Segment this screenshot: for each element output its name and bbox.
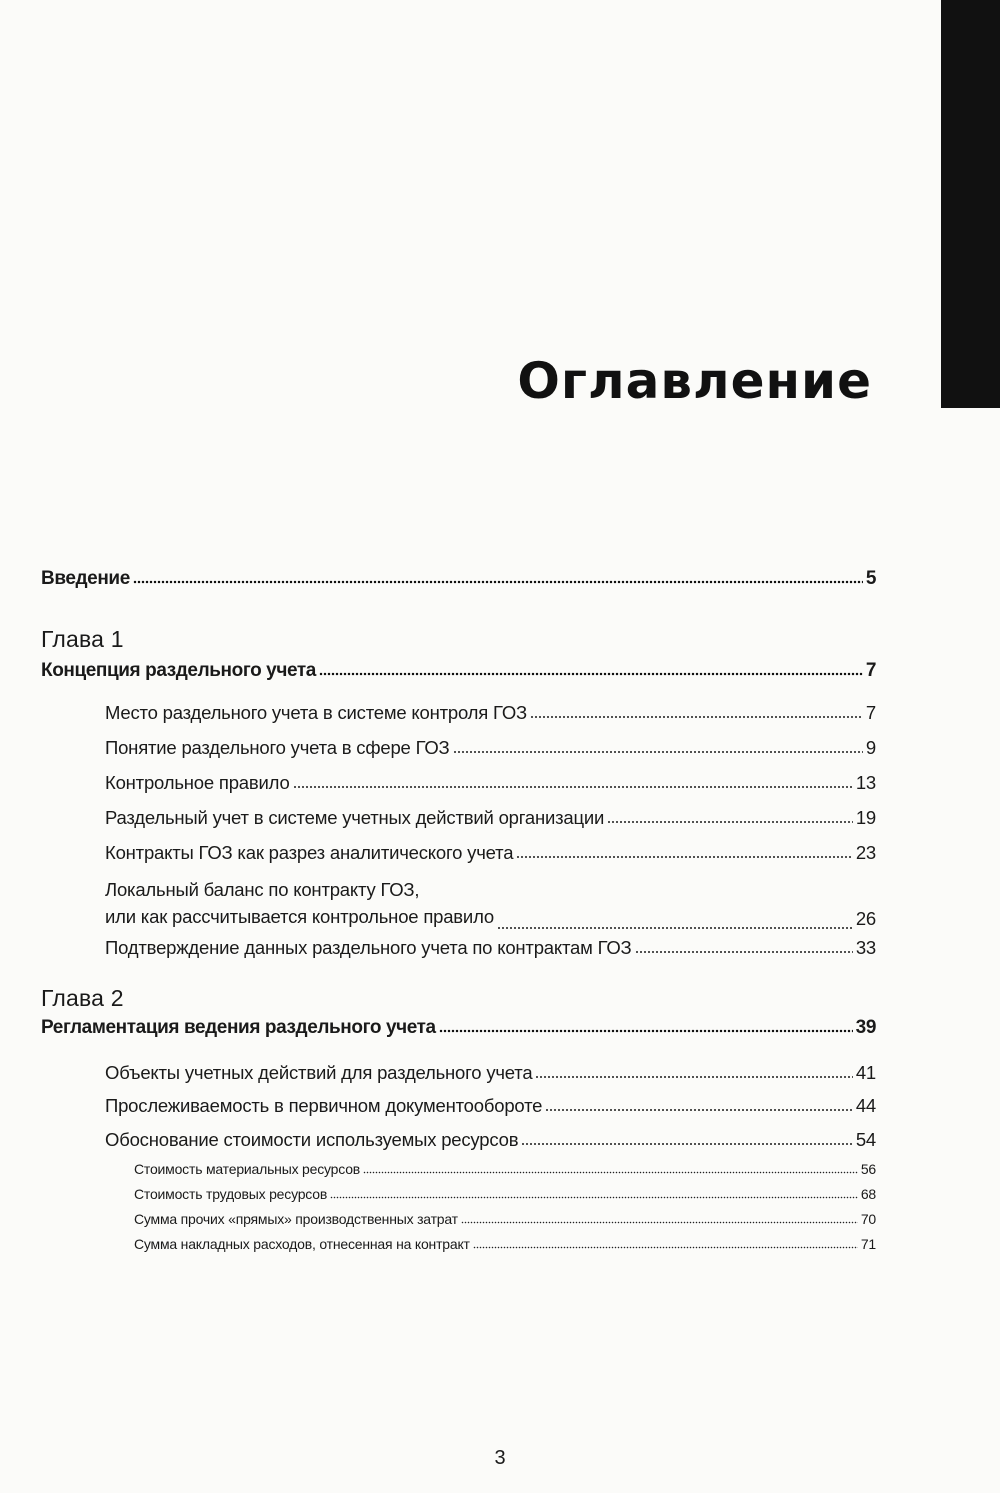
toc-entry-label: Подтверждение данных раздельного учета по контрактам ГОЗ: [105, 937, 632, 958]
dot-leader: [133, 570, 863, 584]
toc-entry-label: Понятие раздельного учета в сфере ГОЗ: [105, 737, 450, 758]
toc-entry-page: 56: [860, 1161, 876, 1177]
toc-entry-page: 71: [860, 1236, 876, 1252]
toc-entry-label: Сумма накладных расходов, отнесенная на контракт: [134, 1236, 470, 1252]
dot-leader: [319, 662, 863, 676]
toc-entry-chapter[interactable]: [41, 660, 876, 682]
page-number: 3: [494, 1447, 506, 1469]
toc-entry-page: 13: [855, 772, 876, 793]
toc-entry-page: 33: [855, 937, 876, 958]
toc-entry-label: Обоснование стоимости используемых ресурсов: [105, 1129, 519, 1150]
toc-entry-page: 26: [855, 908, 876, 929]
toc-entry-label: [105, 876, 494, 930]
dot-leader: [330, 1189, 858, 1200]
toc-entry-section[interactable]: [105, 842, 876, 864]
toc-entry-section[interactable]: [105, 702, 876, 724]
toc-entry-page: 54: [855, 1129, 876, 1150]
dot-leader: [461, 1214, 858, 1225]
toc-entry-section[interactable]: [105, 1129, 876, 1151]
toc-entry-label: Контрольное правило: [105, 772, 290, 793]
toc-entry-label: Концепция раздельного учета: [41, 660, 316, 681]
toc-entry-label: Объекты учетных действий для раздельного учета: [105, 1062, 533, 1083]
toc-entry-page: 70: [860, 1211, 876, 1227]
dot-leader: [635, 940, 853, 954]
dot-leader: [535, 1065, 852, 1079]
dot-leader: [607, 810, 853, 824]
toc-entry-section[interactable]: [105, 937, 876, 959]
toc-entry-label: Контракты ГОЗ как разрез аналитического учета: [105, 842, 514, 863]
toc-entry-label: Введение: [41, 568, 130, 589]
toc-entry-page: 19: [855, 807, 876, 828]
toc-entry-label: Место раздельного учета в системе контроля ГОЗ: [105, 702, 527, 723]
toc-entry-intro[interactable]: [41, 568, 876, 590]
toc-entry-subsection[interactable]: [134, 1186, 876, 1202]
dot-leader: [545, 1098, 853, 1112]
toc-entry-label: Прослеживаемость в первичном документообороте: [105, 1095, 543, 1116]
toc-entry-page: 68: [860, 1186, 876, 1202]
dot-leader: [521, 1132, 852, 1146]
dot-leader: [293, 775, 853, 789]
chapter-thumb-tab: [941, 0, 1000, 408]
toc-entry-label: Регламентация ведения раздельного учета: [41, 1017, 436, 1038]
dot-leader: [363, 1164, 858, 1175]
toc-entry-page: 7: [865, 660, 876, 681]
toc-entry-label: Стоимость материальных ресурсов: [134, 1161, 361, 1177]
toc-entry-section[interactable]: [105, 1062, 876, 1084]
page-title: Оглавление: [517, 352, 872, 410]
toc-entry-subsection[interactable]: [134, 1211, 876, 1227]
toc-entry-label-line1: Локальный баланс по контракту ГОЗ,: [105, 879, 420, 900]
toc-entry-label: Стоимость трудовых ресурсов: [134, 1186, 328, 1202]
chapter-label: Глава 2: [41, 985, 124, 1011]
toc-entry-section[interactable]: [105, 876, 876, 930]
dot-leader: [453, 740, 863, 754]
toc-entry-section[interactable]: [105, 737, 876, 759]
toc-entry-page: 44: [855, 1095, 876, 1116]
toc-entry-page: 5: [865, 568, 876, 589]
toc-entry-section[interactable]: [105, 807, 876, 829]
toc-entry-page: 7: [865, 702, 876, 723]
chapter-label: Глава 1: [41, 626, 124, 652]
toc-entry-chapter[interactable]: [41, 1017, 876, 1039]
toc-entry-subsection[interactable]: [134, 1236, 876, 1252]
toc-entry-label: Раздельный учет в системе учетных действий организации: [105, 807, 605, 828]
toc-entry-page: 23: [855, 842, 876, 863]
toc-entry-page: 41: [855, 1062, 876, 1083]
toc-entry-label: Сумма прочих «прямых» производственных затрат: [134, 1211, 458, 1227]
toc-entry-subsection[interactable]: [134, 1161, 876, 1177]
dot-leader: [439, 1019, 853, 1033]
toc-entry-label-line2: или как рассчитывается контрольное правило: [105, 906, 494, 927]
toc-entry-section[interactable]: [105, 1095, 876, 1117]
dot-leader: [473, 1239, 858, 1250]
dot-leader: [530, 705, 863, 719]
toc-entry-page: 39: [855, 1017, 876, 1038]
dot-leader: [516, 845, 853, 859]
toc-entry-section[interactable]: [105, 772, 876, 794]
toc-entry-page: 9: [865, 737, 876, 758]
dot-leader: [497, 916, 853, 930]
